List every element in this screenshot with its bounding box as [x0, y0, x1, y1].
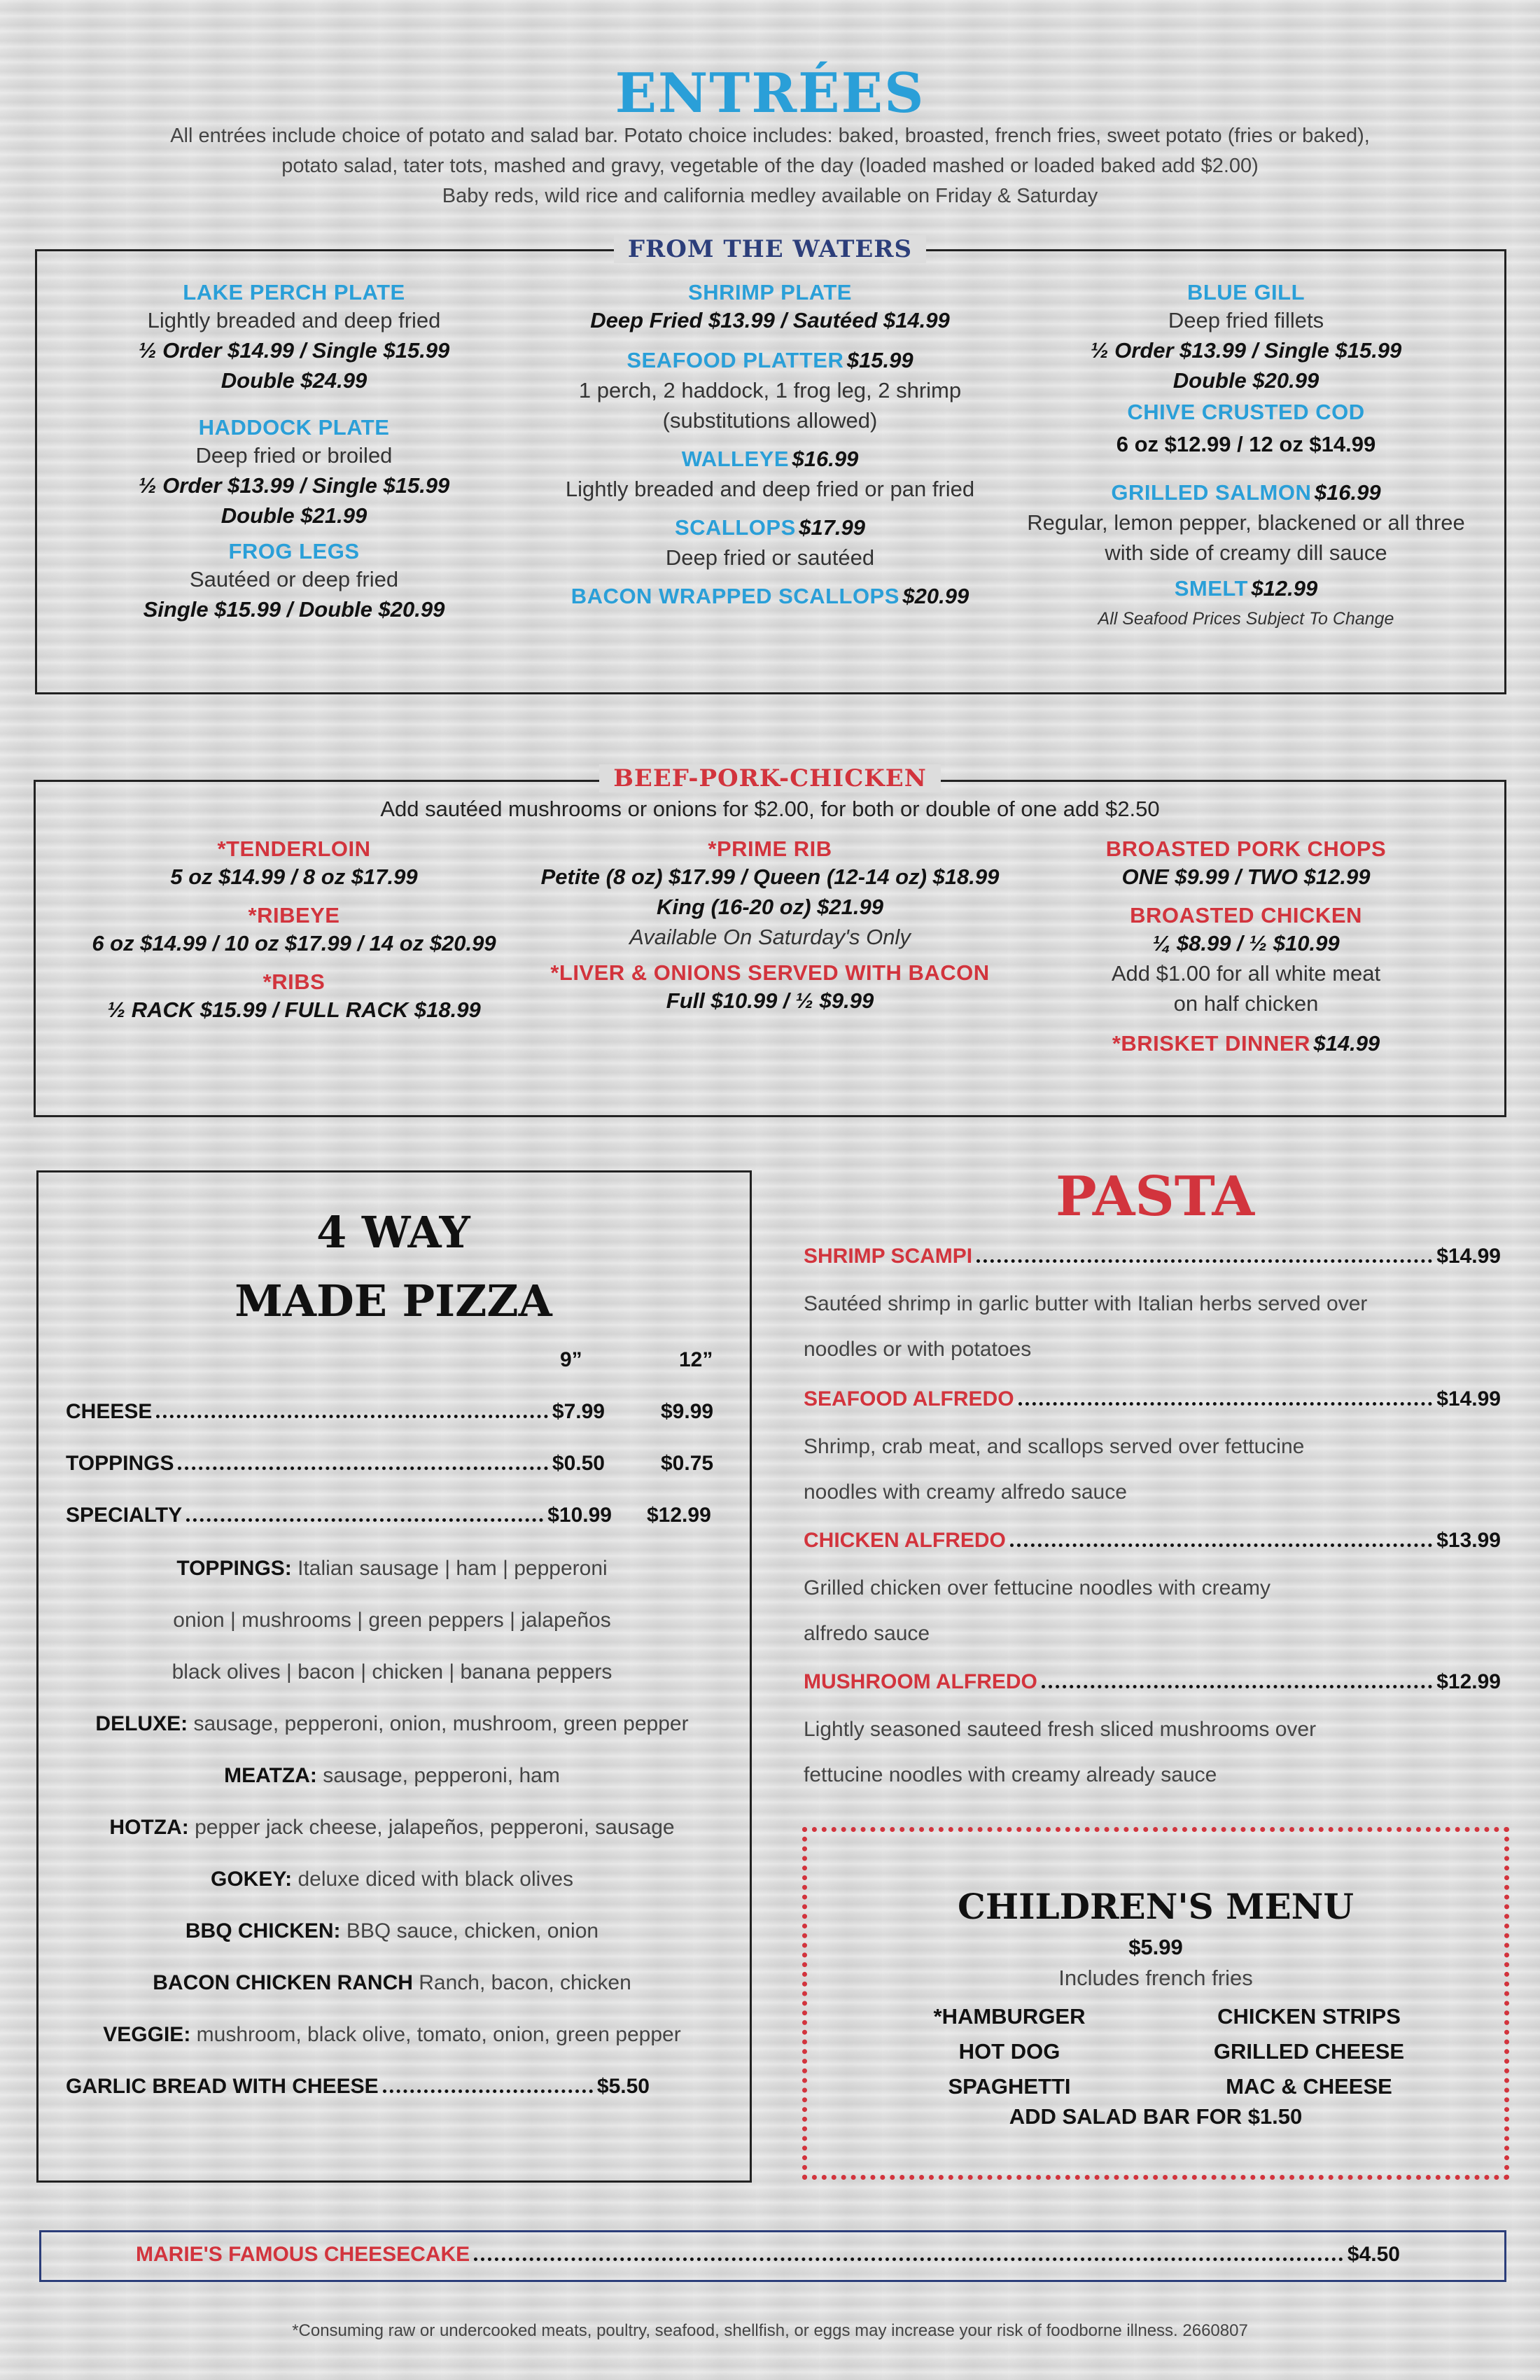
pasta-price: $14.99: [1436, 1387, 1501, 1410]
blue-gill-desc: Deep fried fillets: [1168, 308, 1324, 332]
entrees-intro-line: All entrées include choice of potato and salad bar. Potato choice includes: baked, broasted, french fries, sweet potato (fries or baked),: [170, 125, 1370, 147]
pizza-row-toppings: [66, 1452, 605, 1476]
brisket-name: *BRISKET DINNER: [1112, 1031, 1310, 1056]
specialty-name: BBQ CHICKEN:: [185, 1919, 341, 1942]
kids-item: SPAGHETTI: [948, 2074, 1071, 2099]
pork-chops-price: ONE $9.99 / TWO $12.99: [1121, 864, 1371, 889]
waters-column-left: [49, 280, 539, 624]
walleye-price: $16.99: [792, 447, 859, 471]
cod-price: 6 oz $12.99 / 12 oz $14.99: [1116, 432, 1376, 456]
ribeye-name: *RIBEYE: [248, 903, 340, 927]
salmon-desc: Regular, lemon pepper, blackened or all three: [1027, 510, 1465, 535]
lake-perch-name: LAKE PERCH PLATE: [183, 280, 405, 304]
blue-gill-price: ½ Order $13.99 / Single $15.99: [1090, 338, 1402, 363]
specialty-hotza: [36, 1816, 748, 1840]
kids-item: *HAMBURGER: [933, 2004, 1086, 2029]
specialty-desc: Ranch, bacon, chicken: [419, 1971, 631, 1994]
specialty-meatza: [36, 1764, 748, 1788]
brisket-price: $14.99: [1313, 1031, 1380, 1056]
pasta-desc: noodles with creamy alfredo sauce: [804, 1480, 1127, 1504]
frog-legs-desc: Sautéed or deep fried: [189, 567, 399, 592]
lake-perch-price-double: Double $24.99: [220, 368, 368, 393]
specialty-bbq-chicken: [36, 1919, 748, 1943]
specialty-name: VEGGIE:: [103, 2023, 191, 2046]
entrees-intro-line: potato salad, tater tots, mashed and gravy, vegetable of the day (loaded mashed or loaded baked add $2.00): [281, 155, 1259, 177]
childrens-menu-right-column: [1183, 1999, 1435, 2104]
pork-chops-name: BROASTED PORK CHOPS: [1105, 836, 1387, 861]
scallops-price: $17.99: [799, 515, 866, 540]
frog-legs-name: FROG LEGS: [228, 539, 360, 564]
lake-perch-price: ½ Order $14.99 / Single $15.99: [138, 338, 450, 363]
smelt-name: SMELT: [1174, 576, 1248, 601]
beef-pork-chicken-title: BEEF-PORK-CHICKEN: [599, 764, 941, 792]
pasta-title: PASTA: [1055, 1165, 1255, 1228]
pizza-price-9: $0.50: [552, 1452, 605, 1475]
cheesecake-row: [136, 2243, 1400, 2267]
ribs-name: *RIBS: [262, 969, 326, 994]
garlic-bread-label: GARLIC BREAD WITH CHEESE: [66, 2075, 379, 2098]
broasted-chicken-name: BROASTED CHICKEN: [1130, 903, 1362, 927]
specialty-desc: pepper jack cheese, jalapeños, pepperoni, sausage: [195, 1816, 675, 1839]
pasta-item-chicken-alfredo: [804, 1529, 1501, 1553]
kids-item: HOT DOG: [958, 2039, 1060, 2064]
pasta-desc: Lightly seasoned sauteed fresh sliced mushrooms over: [804, 1718, 1317, 1741]
toppings-line-3: black olives | bacon | chicken | banana peppers: [172, 1660, 612, 1684]
haddock-price-double: Double $21.99: [220, 503, 368, 528]
pasta-desc: Sautéed shrimp in garlic butter with Italian herbs served over: [804, 1292, 1368, 1315]
toppings-list: Italian sausage | ham | pepperoni: [298, 1557, 608, 1580]
specialty-name: MEATZA:: [224, 1764, 317, 1787]
shrimp-plate-name: SHRIMP PLATE: [688, 280, 852, 304]
seafood-platter-name: SEAFOOD PLATTER: [626, 348, 844, 372]
cod-name: CHIVE CRUSTED COD: [1127, 400, 1365, 424]
seafood-platter-note: (substitutions allowed): [662, 408, 878, 433]
specialty-bacon-chicken-ranch: [36, 1971, 748, 1995]
pizza-title-line2: MADE PIZZA: [234, 1275, 552, 1326]
pizza-title-line1: 4 WAY: [316, 1207, 470, 1258]
haddock-price: ½ Order $13.99 / Single $15.99: [138, 473, 450, 498]
specialty-name: BACON CHICKEN RANCH: [153, 1971, 413, 1994]
ribeye-price: 6 oz $14.99 / 10 oz $17.99 / 14 oz $20.99: [92, 931, 496, 955]
pizza-row-cheese: [66, 1400, 605, 1424]
entrees-intro-line: Baby reds, wild rice and california medley available on Friday & Saturday: [442, 185, 1098, 207]
entrees-title: ENTRÉES: [615, 62, 925, 125]
cheesecake-price: $4.50: [1347, 2243, 1400, 2266]
prime-rib-name: *PRIME RIB: [708, 836, 832, 861]
ribs-price: ½ RACK $15.99 / FULL RACK $18.99: [107, 997, 481, 1022]
specialty-deluxe: [36, 1712, 748, 1736]
bacon-scallops-price: $20.99: [902, 584, 969, 608]
childrens-menu-salad: ADD SALAD BAR FOR $1.50: [1009, 2104, 1303, 2129]
garlic-bread-row: [66, 2075, 650, 2099]
pasta-desc: alfredo sauce: [804, 1622, 930, 1645]
specialty-name: HOTZA:: [109, 1816, 189, 1839]
waters-column-right: [1001, 280, 1491, 629]
tenderloin-price: 5 oz $14.99 / 8 oz $17.99: [170, 864, 418, 889]
walleye-desc: Lightly breaded and deep fried or pan fried: [565, 477, 975, 501]
pizza-size-9: 9”: [560, 1348, 582, 1371]
specialty-desc: sausage, pepperoni, onion, mushroom, green pepper: [193, 1712, 689, 1735]
haddock-desc: Deep fried or broiled: [195, 443, 393, 468]
blue-gill-name: BLUE GILL: [1186, 280, 1306, 304]
cheesecake-name: MARIE'S FAMOUS CHEESECAKE: [136, 2243, 470, 2266]
pizza-row-label: TOPPINGS: [66, 1452, 174, 1475]
salmon-price: $16.99: [1314, 480, 1381, 505]
salmon-name: GRILLED SALMON: [1111, 480, 1312, 505]
pizza-row-label: CHEESE: [66, 1400, 153, 1423]
pizza-row-label: SPECIALTY: [66, 1504, 183, 1527]
scallops-desc: Deep fried or sautéed: [665, 545, 875, 570]
childrens-menu-title: CHILDREN'S MENU: [958, 1886, 1354, 1927]
specialty-veggie: [36, 2023, 748, 2047]
specialty-desc: sausage, pepperoni, ham: [323, 1764, 560, 1787]
pasta-item-seafood-alfredo: [804, 1387, 1501, 1411]
toppings-line-1: [36, 1557, 748, 1581]
kids-item: MAC & CHEESE: [1226, 2074, 1392, 2099]
beef-column-left: [42, 836, 546, 1025]
pasta-desc: noodles or with potatoes: [804, 1338, 1032, 1361]
toppings-label: TOPPINGS:: [176, 1557, 292, 1580]
haddock-name: HADDOCK PLATE: [198, 415, 390, 440]
pasta-desc: fettucine noodles with creamy already sauce: [804, 1763, 1217, 1786]
pizza-price-9: $7.99: [552, 1400, 605, 1423]
beef-column-middle: [518, 836, 1022, 1016]
pizza-price-12: $9.99: [661, 1400, 714, 1423]
specialty-desc: BBQ sauce, chicken, onion: [346, 1919, 599, 1942]
broasted-chicken-price: ¼ $8.99 / ½ $10.99: [1152, 931, 1340, 955]
frog-legs-price: Single $15.99 / Double $20.99: [143, 597, 445, 622]
waters-column-middle: [525, 280, 1015, 611]
pizza-row-specialty: [66, 1504, 612, 1527]
childrens-menu-left-column: [883, 1999, 1135, 2104]
pasta-price: $13.99: [1436, 1529, 1501, 1552]
pasta-desc: Shrimp, crab meat, and scallops served over fettucine: [804, 1435, 1305, 1458]
pizza-price-12: $12.99: [647, 1504, 711, 1527]
broasted-chicken-desc: Add $1.00 for all white meat: [1111, 961, 1381, 986]
beef-column-right: [994, 836, 1498, 1058]
specialty-name: GOKEY:: [210, 1868, 293, 1891]
prime-rib-note: Available On Saturday's Only: [629, 925, 911, 949]
tenderloin-name: *TENDERLOIN: [217, 836, 371, 861]
salmon-desc-2: with side of creamy dill sauce: [1105, 540, 1387, 565]
pasta-name: SHRIMP SCAMPI: [804, 1245, 973, 1268]
prime-rib-king-price: King (16-20 oz) $21.99: [657, 895, 883, 919]
seafood-price-note: All Seafood Prices Subject To Change: [1098, 609, 1394, 629]
pasta-price: $14.99: [1436, 1245, 1501, 1268]
specialty-gokey: [36, 1868, 748, 1891]
blue-gill-price-double: Double $20.99: [1172, 368, 1320, 393]
toppings-line-2: onion | mushrooms | green peppers | jalapeños: [173, 1609, 611, 1632]
pizza-price-12: $0.75: [661, 1452, 714, 1475]
beef-subtitle: Add sautéed mushrooms or onions for $2.00, for both or double of one add $2.50: [380, 797, 1160, 821]
pizza-price-9: $10.99: [547, 1504, 612, 1527]
childrens-menu-price: $5.99: [1128, 1935, 1183, 1959]
pasta-name: CHICKEN ALFREDO: [804, 1529, 1006, 1552]
garlic-bread-price: $5.50: [596, 2075, 650, 2098]
pasta-name: MUSHROOM ALFREDO: [804, 1670, 1037, 1693]
footer-disclaimer: *Consuming raw or undercooked meats, poultry, seafood, shellfish, or eggs may increase your risk of foodborne illness. 2660807: [292, 2321, 1248, 2340]
pasta-price: $12.99: [1436, 1670, 1501, 1693]
pasta-name: SEAFOOD ALFREDO: [804, 1387, 1014, 1410]
specialty-name: DELUXE:: [95, 1712, 188, 1735]
bacon-scallops-name: BACON WRAPPED SCALLOPS: [570, 584, 899, 608]
liver-onions-price: Full $10.99 / ½ $9.99: [666, 988, 874, 1013]
pasta-desc: Grilled chicken over fettucine noodles with creamy: [804, 1576, 1270, 1600]
prime-rib-price: Petite (8 oz) $17.99 / Queen (12-14 oz) $18.99: [540, 864, 1000, 889]
pizza-size-12: 12”: [679, 1348, 713, 1371]
broasted-chicken-desc-2: on half chicken: [1173, 991, 1319, 1016]
liver-onions-name: *LIVER & ONIONS SERVED WITH BACON: [550, 960, 990, 985]
kids-item: CHICKEN STRIPS: [1217, 2004, 1401, 2029]
seafood-platter-price: $15.99: [846, 348, 913, 372]
from-the-waters-title: FROM THE WATERS: [614, 235, 926, 263]
walleye-name: WALLEYE: [681, 447, 790, 471]
childrens-menu-note: Includes french fries: [1058, 1966, 1253, 1990]
pasta-item-shrimp-scampi: [804, 1245, 1501, 1268]
pasta-item-mushroom-alfredo: [804, 1670, 1501, 1694]
specialty-desc: deluxe diced with black olives: [298, 1868, 573, 1891]
lake-perch-desc: Lightly breaded and deep fried: [147, 308, 441, 332]
specialty-desc: mushroom, black olive, tomato, onion, green pepper: [196, 2023, 681, 2046]
smelt-price: $12.99: [1251, 576, 1318, 601]
kids-item: GRILLED CHEESE: [1213, 2039, 1405, 2064]
scallops-name: SCALLOPS: [674, 515, 796, 540]
seafood-platter-desc: 1 perch, 2 haddock, 1 frog leg, 2 shrimp: [578, 378, 962, 402]
shrimp-plate-price: Deep Fried $13.99 / Sautéed $14.99: [590, 308, 950, 332]
